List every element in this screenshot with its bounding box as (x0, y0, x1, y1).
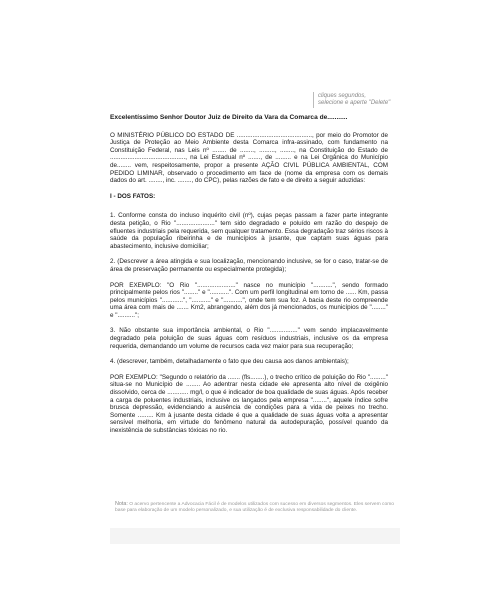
note-text: O acervo pertencente a Advocacia Fácil é de modelos utilizados com sucesso em diversos segmentos. Eles servem como base para elaboração de um modelo personalizado, e sua utilização é de exclusiva responsabilidade do cliente. (115, 502, 395, 514)
section-title: I - DOS FATOS: (110, 192, 156, 200)
addressee-line: Excelentíssimo Senhor Doutor Juiz de Direito da Vara da Comarca de........... (110, 114, 348, 121)
note-label: Nota: (115, 501, 128, 507)
document-body (110, 114, 388, 443)
paragraph-2: 2. (Descrever a área atingida e sua localização, mencionando inclusive, se for o caso, tratar-se de área de preservação permanente ou especialmente protegida); (110, 258, 388, 273)
paragraph-3: 3. Não obstante sua importância ambiental, o Rio "................" vem sendo implacavelmente degradado pela poluição de suas águas com resíduos industriais, inclusive os da empresa requerida, demandando um volume de recursos cada vez maior para sua recuperação; (110, 327, 388, 350)
footer-note (115, 501, 395, 515)
paragraph-1: 1. Conforme consta do incluso inquérito civil (nº), cujas peças passam a fazer parte integrante desta petição, o Rio "......................" tem sido degradado e poluído em razão do despejo de efluentes industriais pela requerida, sem qualquer tratamento. Essa degradação traz sérios riscos à saúde da população ribeirinha e de municípios à jusante, que captam suas águas para abastecimento, inclusive domiciliar; (110, 212, 388, 250)
instruction-hint: cliques segundos, selecione e aperte "Delete" (313, 92, 392, 108)
example-paragraph-2: POR EXEMPLO: "Segundo o relatório da ....... (fls........), o trecho crítico de poluição do Rio "........." situa-se no Município de ........ Ao adentrar nesta cidade ele apresenta alto nível de oxigênio dissolvido, cerca de ............ mg/l, o que é indicador de boa qualidade de suas águas. Após receber a carga de poluentes industriais, inclusive os lançados pela empresa "........", aquele índice sofre brusca depressão, evidenciando a ausência de condições para a vida de peixes no trecho. Somente ......... Km à jusante desta cidade é que a qualidade de suas águas volta a apresentar sensível melhoria, em virtude do fenômeno natural da autodepuração, possível quando da inexistência de substâncias tóxicas no rio. (110, 373, 388, 434)
intro-paragraph: O MINISTÉRIO PÚBLICO DO ESTADO DE ..........................................., por meio do Promotor de Justiça de Proteção ao Meio Ambiente desta Comarca infra-assinado, com fundamento na Constituição Federal, nas Leis nº ........ de ........, ........., ........, na Constituição do Estado de ..........................................., na Lei Estadual nº ......., de ......... e na Lei Orgânica do Município de........ vem, respeitosamente, propor a presente AÇÃO CIVIL PÚBLICA AMBIENTAL, COM PEDIDO LIMINAR, observado o procedimento em face de (nome da empresa com os demais dados do art. ........, inc. ........, do CPC), pelas razões de fato e de direito a seguir aduzidas: (110, 131, 388, 185)
paragraph-4: 4. (descrever, também, detalhadamente o fato que deu causa aos danos ambientais); (110, 358, 349, 366)
example-paragraph-1: POR EXEMPLO: "O Rio "......................" nasce no município "...........", sendo formado principalmente pelos rios "........" e "...........". Com um perfil longitudinal em torno de ...... Km, passa pelos municípios "............", "..........." e "...........", onde tem sua foz. A bacia deste rio compreende uma área com mais de ....... Km2, abrangendo, além dos já mencionados, os municípios de "........" e ".........."; (110, 281, 388, 319)
footer-bar (110, 528, 400, 544)
